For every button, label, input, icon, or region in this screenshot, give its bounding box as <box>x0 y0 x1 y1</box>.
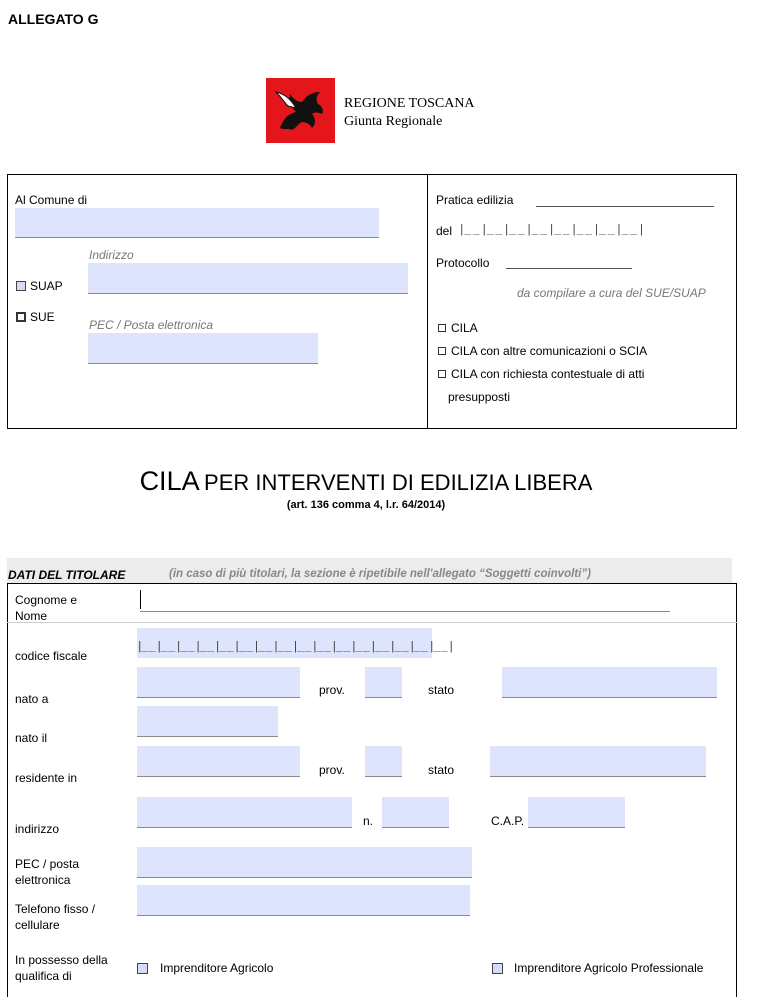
section-heading: DATI DEL TITOLARE <box>8 568 126 582</box>
cap-label: C.A.P. <box>491 814 525 828</box>
res-indirizzo-input[interactable] <box>137 797 352 828</box>
sue-suap-note: da compilare a cura del SUE/SUAP <box>517 286 706 300</box>
telefono-label-2: cellulare <box>15 918 60 932</box>
protocollo-line[interactable] <box>506 268 632 269</box>
imprenditore-agricolo-label: Imprenditore Agricolo <box>160 961 274 975</box>
nato-il-label: nato il <box>15 731 48 745</box>
codice-fiscale-slots: |__|__|__|__|__|__|__|__|__|__|__|__|__|__|__|__| <box>138 639 454 653</box>
protocollo-label: Protocollo <box>436 256 490 270</box>
option-cila-atti-cont: presupposti <box>448 390 511 404</box>
logo-line2: Giunta Regionale <box>344 114 443 129</box>
cila-scia-checkbox[interactable] <box>438 347 446 355</box>
nato-prov-label: prov. <box>319 683 345 697</box>
comune-input[interactable] <box>15 208 379 238</box>
telefono-input[interactable] <box>137 885 470 916</box>
title-rest: PER INTERVENTI DI EDILIZIA LIBERA <box>204 470 593 495</box>
sue-label: SUE <box>30 310 55 324</box>
regione-logo <box>266 78 335 143</box>
residente-input[interactable] <box>137 746 300 777</box>
imprenditore-professionale-checkbox[interactable] <box>492 963 503 974</box>
cap-input[interactable] <box>528 797 625 828</box>
qualifica-label-2: qualifica di <box>15 969 72 983</box>
qualifica-label-1: In possesso della <box>15 953 108 967</box>
pratica-line[interactable] <box>536 206 714 207</box>
nato-stato-input[interactable] <box>502 667 717 698</box>
civico-input[interactable] <box>382 797 449 828</box>
codice-fiscale-label: codice fiscale <box>15 649 88 663</box>
del-date-slots[interactable]: |__|__|__|__|__|__|__|__| <box>460 222 645 236</box>
pratica-label: Pratica edilizia <box>436 193 514 207</box>
pec-label: PEC / Posta elettronica <box>89 318 214 332</box>
cognome-label-1: Cognome e <box>15 593 78 607</box>
title-cila: CILA <box>139 466 200 496</box>
suap-label: SUAP <box>30 279 63 293</box>
res-stato-input[interactable] <box>490 746 706 777</box>
nato-prov-input[interactable] <box>365 667 402 698</box>
option-cila-atti: CILA con richiesta contestuale di atti <box>451 367 645 381</box>
option-cila-scia: CILA con altre comunicazioni o SCIA <box>451 344 648 358</box>
res-prov-input[interactable] <box>365 746 402 777</box>
residente-label: residente in <box>15 771 78 785</box>
cognome-label-2: Nome <box>15 609 48 623</box>
option-cila: CILA <box>451 321 478 335</box>
allegato-label: ALLEGATO G <box>8 11 99 27</box>
page-subtitle: (art. 136 comma 4, l.r. 64/2014) <box>286 499 446 511</box>
nato-a-label: nato a <box>15 692 49 706</box>
indirizzo-input[interactable] <box>88 263 408 294</box>
cila-checkbox[interactable] <box>438 324 446 332</box>
n-label: n. <box>363 814 374 828</box>
page-title <box>0 466 732 497</box>
cognome-row-border <box>7 622 737 623</box>
imprenditore-agricolo-checkbox[interactable] <box>137 963 148 974</box>
telefono-label-1: Telefono fisso / <box>15 902 96 916</box>
cognome-input[interactable] <box>140 611 670 612</box>
pec-row-label-2: elettronica <box>15 873 71 887</box>
imprenditore-professionale-label: Imprenditore Agricolo Professionale <box>514 961 704 975</box>
nato-a-input[interactable] <box>137 667 300 698</box>
res-stato-label: stato <box>428 763 455 777</box>
cila-atti-checkbox[interactable] <box>438 370 446 378</box>
pegasus-icon <box>266 78 335 143</box>
box-divider <box>427 174 428 429</box>
sue-checkbox[interactable] <box>16 312 26 322</box>
pec-row-label-1: PEC / posta <box>15 857 80 871</box>
nato-il-input[interactable] <box>137 706 278 737</box>
logo-line1: REGIONE TOSCANA <box>344 96 475 111</box>
section-note: (in caso di più titolari, la sezione è ripetibile nell'allegato “Soggetti coinvolti”) <box>169 568 591 580</box>
indirizzo-label: Indirizzo <box>89 248 134 262</box>
res-prov-label: prov. <box>319 763 345 777</box>
al-comune-label: Al Comune di <box>15 193 88 207</box>
del-label: del <box>436 224 453 238</box>
cognome-cursor <box>140 590 141 609</box>
suap-checkbox[interactable] <box>16 281 26 291</box>
titolare-pec-input[interactable] <box>137 847 472 878</box>
indirizzo-row-label: indirizzo <box>15 822 60 836</box>
pec-input[interactable] <box>88 333 318 364</box>
nato-stato-label: stato <box>428 683 455 697</box>
